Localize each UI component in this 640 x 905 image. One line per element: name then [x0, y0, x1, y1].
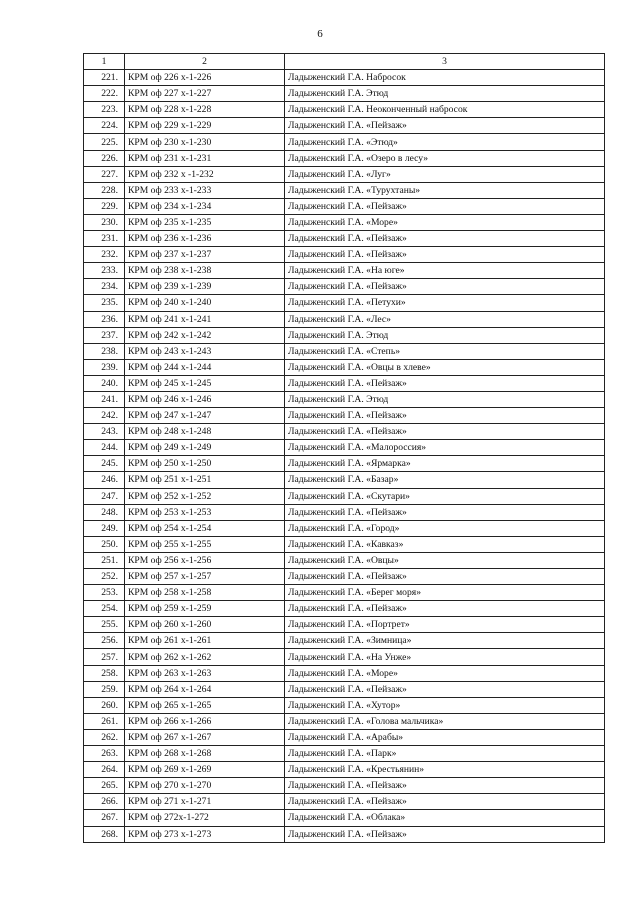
row-number-cell: 237. — [84, 327, 125, 343]
artwork-title-cell: Ладыженский Г.А. «Степь» — [285, 343, 605, 359]
row-number-cell: 259. — [84, 681, 125, 697]
table-row — [84, 391, 605, 407]
row-number-cell: 249. — [84, 520, 125, 536]
table-row — [84, 359, 605, 375]
table-row — [84, 295, 605, 311]
table-row — [84, 762, 605, 778]
table-row — [84, 102, 605, 118]
row-number-cell: 224. — [84, 118, 125, 134]
row-number-cell: 222. — [84, 86, 125, 102]
artwork-title-cell: Ладыженский Г.А. Этюд — [285, 391, 605, 407]
artwork-title-cell: Ладыженский Г.А. «Петухи» — [285, 295, 605, 311]
inventory-code-cell: КРМ оф 231 х-1-231 — [125, 150, 285, 166]
table-row — [84, 826, 605, 842]
page-number: 6 — [317, 28, 323, 40]
table-row — [84, 247, 605, 263]
artwork-title-cell: Ладыженский Г.А. «Пейзаж» — [285, 375, 605, 391]
inventory-code-cell: КРМ оф 244 х-1-244 — [125, 359, 285, 375]
table-row — [84, 569, 605, 585]
row-number-cell: 258. — [84, 665, 125, 681]
artwork-title-cell: Ладыженский Г.А. Неоконченный набросок — [285, 102, 605, 118]
table-row — [84, 214, 605, 230]
row-number-cell: 246. — [84, 472, 125, 488]
row-number-cell: 265. — [84, 778, 125, 794]
artwork-title-cell: Ладыженский Г.А. «Парк» — [285, 746, 605, 762]
inventory-code-cell: КРМ оф 233 х-1-233 — [125, 182, 285, 198]
table-row — [84, 794, 605, 810]
artwork-title-cell: Ладыженский Г.А. «Крестьянин» — [285, 762, 605, 778]
artwork-title-cell: Ладыженский Г.А. «Малороссия» — [285, 440, 605, 456]
row-number-cell: 241. — [84, 391, 125, 407]
row-number-cell: 232. — [84, 247, 125, 263]
table-row — [84, 552, 605, 568]
inventory-code-cell: КРМ оф 247 х-1-247 — [125, 408, 285, 424]
table-row — [84, 746, 605, 762]
table-row — [84, 440, 605, 456]
artwork-title-cell: Ладыженский Г.А. «Зимница» — [285, 633, 605, 649]
row-number-cell: 266. — [84, 794, 125, 810]
row-number-cell: 231. — [84, 231, 125, 247]
row-number-cell: 255. — [84, 617, 125, 633]
table-row — [84, 729, 605, 745]
artwork-title-cell: Ладыженский Г.А. Этюд — [285, 86, 605, 102]
artwork-title-cell: Ладыженский Г.А. «На юге» — [285, 263, 605, 279]
row-number-cell: 257. — [84, 649, 125, 665]
inventory-code-cell: КРМ оф 261 х-1-261 — [125, 633, 285, 649]
artwork-title-cell: Ладыженский Г.А. «Хутор» — [285, 697, 605, 713]
inventory-code-cell: КРМ оф 228 х-1-228 — [125, 102, 285, 118]
inventory-code-cell: КРМ оф 251 х-1-251 — [125, 472, 285, 488]
row-number-cell: 252. — [84, 569, 125, 585]
inventory-code-cell: КРМ оф 267 х-1-267 — [125, 729, 285, 745]
inventory-code-cell: КРМ оф 273 х-1-273 — [125, 826, 285, 842]
inventory-code-cell: КРМ оф 234 х-1-234 — [125, 198, 285, 214]
inventory-code-cell: КРМ оф 246 х-1-246 — [125, 391, 285, 407]
artwork-title-cell: Ладыженский Г.А. «Овцы» — [285, 552, 605, 568]
inventory-code-cell: КРМ оф 229 х-1-229 — [125, 118, 285, 134]
row-number-cell: 267. — [84, 810, 125, 826]
artwork-title-cell: Ладыженский Г.А. «Пейзаж» — [285, 198, 605, 214]
table-row — [84, 520, 605, 536]
table-row — [84, 649, 605, 665]
row-number-cell: 238. — [84, 343, 125, 359]
table-row — [84, 343, 605, 359]
artwork-title-cell: Ладыженский Г.А. «Ярмарка» — [285, 456, 605, 472]
inventory-code-cell: КРМ оф 257 х-1-257 — [125, 569, 285, 585]
inventory-code-cell: КРМ оф 272х-1-272 — [125, 810, 285, 826]
row-number-cell: 262. — [84, 729, 125, 745]
table-row — [84, 424, 605, 440]
table-row — [84, 697, 605, 713]
inventory-code-cell: КРМ оф 271 х-1-271 — [125, 794, 285, 810]
row-number-cell: 254. — [84, 601, 125, 617]
inventory-code-cell: КРМ оф 235 х-1-235 — [125, 214, 285, 230]
inventory-code-cell: КРМ оф 255 х-1-255 — [125, 536, 285, 552]
table-row — [84, 118, 605, 134]
inventory-code-cell: КРМ оф 253 х-1-253 — [125, 504, 285, 520]
column-header-code: 2 — [125, 54, 285, 70]
row-number-cell: 225. — [84, 134, 125, 150]
inventory-code-cell: КРМ оф 249 х-1-249 — [125, 440, 285, 456]
artwork-title-cell: Ладыженский Г.А. «Арабы» — [285, 729, 605, 745]
inventory-code-cell: КРМ оф 245 х-1-245 — [125, 375, 285, 391]
table-row — [84, 166, 605, 182]
row-number-cell: 247. — [84, 488, 125, 504]
row-number-cell: 227. — [84, 166, 125, 182]
row-number-cell: 243. — [84, 424, 125, 440]
table-row — [84, 633, 605, 649]
artwork-title-cell: Ладыженский Г.А. «На Унже» — [285, 649, 605, 665]
row-number-cell: 244. — [84, 440, 125, 456]
row-number-cell: 240. — [84, 375, 125, 391]
artwork-title-cell: Ладыженский Г.А. «Пейзаж» — [285, 504, 605, 520]
artwork-title-cell: Ладыженский Г.А. «Турухтаны» — [285, 182, 605, 198]
table-row — [84, 617, 605, 633]
registry-table — [83, 53, 605, 843]
inventory-code-cell: КРМ оф 238 х-1-238 — [125, 263, 285, 279]
table-row — [84, 713, 605, 729]
artwork-title-cell: Ладыженский Г.А. «Море» — [285, 214, 605, 230]
artwork-title-cell: Ладыженский Г.А. «Пейзаж» — [285, 681, 605, 697]
row-number-cell: 233. — [84, 263, 125, 279]
inventory-code-cell: КРМ оф 254 х-1-254 — [125, 520, 285, 536]
artwork-title-cell: Ладыженский Г.А. «Лес» — [285, 311, 605, 327]
artwork-title-cell: Ладыженский Г.А. «Море» — [285, 665, 605, 681]
inventory-code-cell: КРМ оф 252 х-1-252 — [125, 488, 285, 504]
artwork-title-cell: Ладыженский Г.А. «Пейзаж» — [285, 408, 605, 424]
table-row — [84, 601, 605, 617]
inventory-code-cell: КРМ оф 259 х-1-259 — [125, 601, 285, 617]
row-number-cell: 235. — [84, 295, 125, 311]
table-row — [84, 327, 605, 343]
table-row — [84, 488, 605, 504]
row-number-cell: 245. — [84, 456, 125, 472]
inventory-code-cell: КРМ оф 268 х-1-268 — [125, 746, 285, 762]
table-row — [84, 585, 605, 601]
artwork-title-cell: Ладыженский Г.А. «Голова мальчика» — [285, 713, 605, 729]
table-row — [84, 182, 605, 198]
row-number-cell: 251. — [84, 552, 125, 568]
table-row — [84, 456, 605, 472]
artwork-title-cell: Ладыженский Г.А. «Кавказ» — [285, 536, 605, 552]
inventory-code-cell: КРМ оф 263 х-1-263 — [125, 665, 285, 681]
inventory-code-cell: КРМ оф 264 х-1-264 — [125, 681, 285, 697]
row-number-cell: 253. — [84, 585, 125, 601]
table-row — [84, 778, 605, 794]
inventory-code-cell: КРМ оф 248 х-1-248 — [125, 424, 285, 440]
inventory-code-cell: КРМ оф 242 х-1-242 — [125, 327, 285, 343]
row-number-cell: 263. — [84, 746, 125, 762]
table-row — [84, 536, 605, 552]
row-number-cell: 226. — [84, 150, 125, 166]
artwork-title-cell: Ладыженский Г.А. «Пейзаж» — [285, 118, 605, 134]
artwork-title-cell: Ладыженский Г.А. Набросок — [285, 70, 605, 86]
table-body — [84, 70, 605, 843]
inventory-code-cell: КРМ оф 258 х-1-258 — [125, 585, 285, 601]
table-row — [84, 86, 605, 102]
row-number-cell: 268. — [84, 826, 125, 842]
table-row — [84, 311, 605, 327]
row-number-cell: 250. — [84, 536, 125, 552]
row-number-cell: 234. — [84, 279, 125, 295]
row-number-cell: 223. — [84, 102, 125, 118]
artwork-title-cell: Ладыженский Г.А. «Пейзаж» — [285, 279, 605, 295]
table-row — [84, 134, 605, 150]
row-number-cell: 256. — [84, 633, 125, 649]
table-row — [84, 681, 605, 697]
inventory-code-cell: КРМ оф 262 х-1-262 — [125, 649, 285, 665]
row-number-cell: 239. — [84, 359, 125, 375]
column-header-title: 3 — [285, 54, 605, 70]
artwork-title-cell: Ладыженский Г.А. «Скутари» — [285, 488, 605, 504]
table-row — [84, 150, 605, 166]
artwork-title-cell: Ладыженский Г.А. «Базар» — [285, 472, 605, 488]
row-number-cell: 260. — [84, 697, 125, 713]
artwork-title-cell: Ладыженский Г.А. «Овцы в хлеве» — [285, 359, 605, 375]
inventory-code-cell: КРМ оф 250 х-1-250 — [125, 456, 285, 472]
table-row — [84, 665, 605, 681]
row-number-cell: 221. — [84, 70, 125, 86]
row-number-cell: 230. — [84, 214, 125, 230]
inventory-code-cell: КРМ оф 240 х-1-240 — [125, 295, 285, 311]
table-row — [84, 231, 605, 247]
column-header-number: 1 — [84, 54, 125, 70]
inventory-code-cell: КРМ оф 227 х-1-227 — [125, 86, 285, 102]
artwork-title-cell: Ладыженский Г.А. «Этюд» — [285, 134, 605, 150]
table-header — [84, 54, 605, 70]
header-row — [84, 54, 605, 70]
table-row — [84, 279, 605, 295]
table-row — [84, 198, 605, 214]
table-row — [84, 408, 605, 424]
table-row — [84, 263, 605, 279]
inventory-code-cell: КРМ оф 241 х-1-241 — [125, 311, 285, 327]
table-row — [84, 375, 605, 391]
artwork-title-cell: Ладыженский Г.А. «Город» — [285, 520, 605, 536]
inventory-code-cell: КРМ оф 265 х-1-265 — [125, 697, 285, 713]
artwork-title-cell: Ладыженский Г.А. «Озеро в лесу» — [285, 150, 605, 166]
row-number-cell: 229. — [84, 198, 125, 214]
inventory-code-cell: КРМ оф 269 х-1-269 — [125, 762, 285, 778]
artwork-title-cell: Ладыженский Г.А. «Пейзаж» — [285, 778, 605, 794]
inventory-code-cell: КРМ оф 270 х-1-270 — [125, 778, 285, 794]
inventory-code-cell: КРМ оф 239 х-1-239 — [125, 279, 285, 295]
inventory-code-cell: КРМ оф 243 х-1-243 — [125, 343, 285, 359]
row-number-cell: 228. — [84, 182, 125, 198]
artwork-title-cell: Ладыженский Г.А. «Портрет» — [285, 617, 605, 633]
table-row — [84, 504, 605, 520]
artwork-title-cell: Ладыженский Г.А. «Луг» — [285, 166, 605, 182]
artwork-title-cell: Ладыженский Г.А. «Пейзаж» — [285, 794, 605, 810]
row-number-cell: 264. — [84, 762, 125, 778]
inventory-code-cell: КРМ оф 232 х -1-232 — [125, 166, 285, 182]
table-row — [84, 70, 605, 86]
table-row — [84, 472, 605, 488]
inventory-code-cell: КРМ оф 260 х-1-260 — [125, 617, 285, 633]
artwork-title-cell: Ладыженский Г.А. Этюд — [285, 327, 605, 343]
artwork-title-cell: Ладыженский Г.А. «Пейзаж» — [285, 247, 605, 263]
inventory-code-cell: КРМ оф 266 х-1-266 — [125, 713, 285, 729]
artwork-title-cell: Ладыженский Г.А. «Пейзаж» — [285, 826, 605, 842]
inventory-code-cell: КРМ оф 230 х-1-230 — [125, 134, 285, 150]
table-row — [84, 810, 605, 826]
artwork-title-cell: Ладыженский Г.А. «Пейзаж» — [285, 569, 605, 585]
inventory-code-cell: КРМ оф 256 х-1-256 — [125, 552, 285, 568]
row-number-cell: 248. — [84, 504, 125, 520]
artwork-title-cell: Ладыженский Г.А. «Пейзаж» — [285, 231, 605, 247]
row-number-cell: 242. — [84, 408, 125, 424]
row-number-cell: 236. — [84, 311, 125, 327]
inventory-code-cell: КРМ оф 237 х-1-237 — [125, 247, 285, 263]
inventory-code-cell: КРМ оф 226 х-1-226 — [125, 70, 285, 86]
artwork-title-cell: Ладыженский Г.А. «Облака» — [285, 810, 605, 826]
artwork-title-cell: Ладыженский Г.А. «Берег моря» — [285, 585, 605, 601]
artwork-title-cell: Ладыженский Г.А. «Пейзаж» — [285, 601, 605, 617]
inventory-code-cell: КРМ оф 236 х-1-236 — [125, 231, 285, 247]
row-number-cell: 261. — [84, 713, 125, 729]
artwork-title-cell: Ладыженский Г.А. «Пейзаж» — [285, 424, 605, 440]
